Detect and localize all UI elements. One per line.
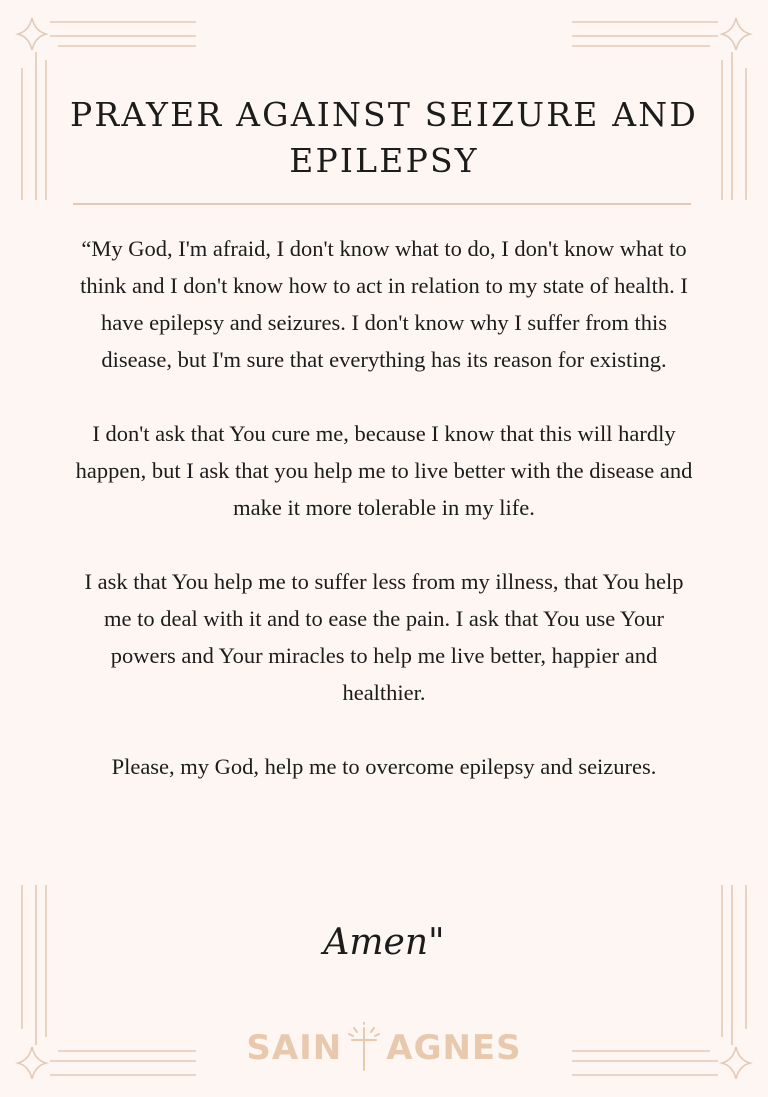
closing-amen: Amen" bbox=[323, 922, 445, 963]
prayer-paragraph: I don't ask that You cure me, because I know that this will hardly happen, but I ask that you help me to live better with the disease and make it more tolerable in my life. bbox=[75, 421, 693, 520]
cross-icon bbox=[346, 1022, 382, 1074]
prayer-body bbox=[70, 230, 698, 822]
prayer-paragraph: I ask that You help me to suffer less from my illness, that You help me to deal with it and to ease the pain. I ask that You use Your powers and Your miracles to help me live better, happier and healthier. bbox=[84, 569, 684, 705]
title-divider bbox=[73, 203, 691, 205]
brand-logo bbox=[0, 1018, 768, 1078]
prayer-paragraph: “My God, I'm afraid, I don't know what to do, I don't know what to think and I don't know how to act in relation to my state of health. I have epilepsy and seizures. I don't know why I suffer from this disease, but I'm sure that everything has its reason for existing. bbox=[80, 236, 688, 372]
page-title: PRAYER AGAINST SEIZURE AND EPILEPSY bbox=[69, 95, 699, 180]
prayer-paragraph: Please, my God, help me to overcome epilepsy and seizures. bbox=[111, 754, 657, 779]
logo-text-right: AGNES bbox=[386, 1028, 522, 1068]
logo-text-left: SAIN bbox=[246, 1028, 343, 1068]
